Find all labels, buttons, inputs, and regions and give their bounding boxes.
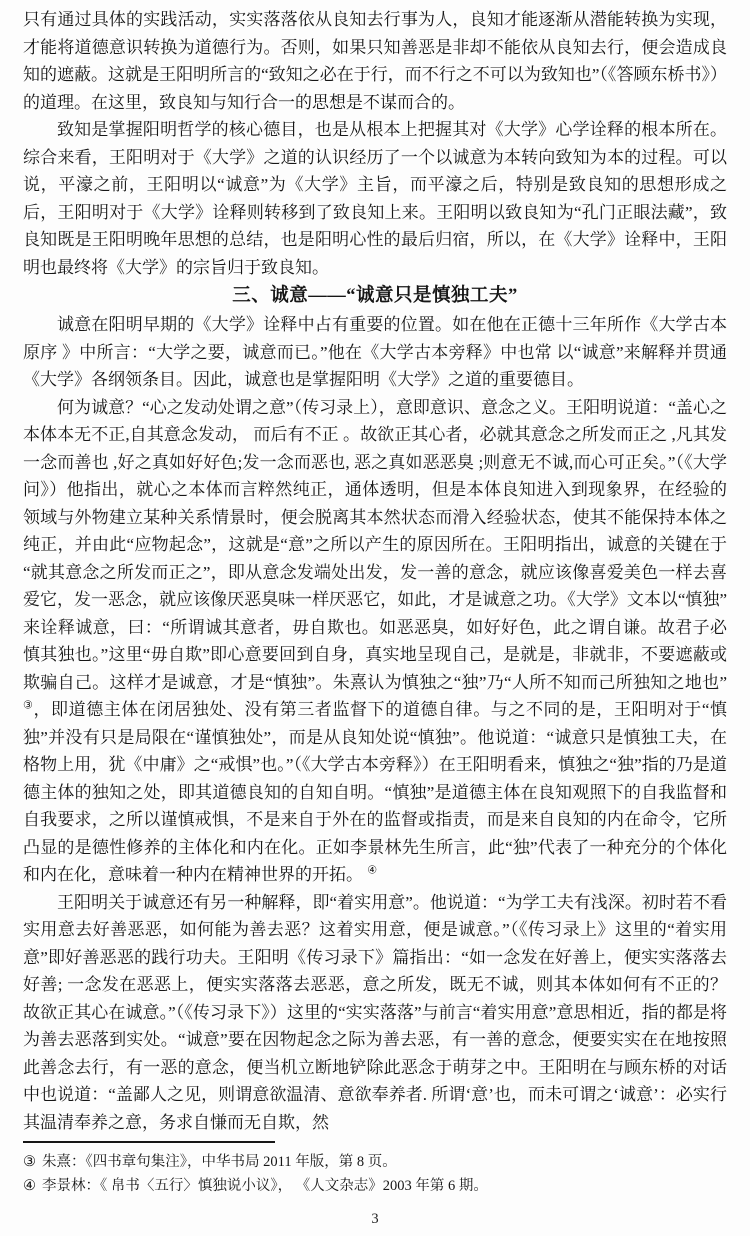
paragraph-chengyi-intro: 诚意在阳明早期的《大学》诠释中占有重要的位置。如在他在正德十三年所作《大学古本原序 》中所言：“大学之要，诚意而已。”他在《大学古本旁释》中也常 以“诚意”来解释并贯通《大学》各纲领条目。因此，诚意也是掌握阳明《大学》之道的重要德目。 bbox=[23, 315, 727, 389]
footnote-text: 朱熹：《四书章句集注》，中华书局 2011 年版，第 8 页。 bbox=[42, 1154, 397, 1170]
footnote-item-3 bbox=[23, 1150, 727, 1174]
paragraph-continuation: 只有通过具体的实践活动，实实落落依从良知去行事为人，良知才能逐渐从潜能转换为实现，才能将道德意识转换为道德行为。否则，如果只知善恶是非却不能依从良知去行，便会造成良知的遮蔽。这就是王阳明所言的“致知之必在于行，而不行之不可以为致知也”（《答顾东桥书》）的道理。在这里，致良知与知行合一的思想是不谋而合的。 bbox=[23, 10, 727, 112]
section-heading: 三、诚意——“诚意只是慎独工夫” bbox=[232, 286, 518, 306]
paragraph-zhizhi-summary: 致知是掌握阳明哲学的核心德目，也是从根本上把握其对《大学》心学诠释的根本所在。综合来看，王阳明对于《大学》之道的认识经历了一个以诚意为本转向致知为本的过程。可以说，平濠之前，王阳明以“诚意”为《大学》主旨，而平濠之后，特别是致良知的思想形成之后，王阳明对于《大学》诠释则转移到了致良知上来。王阳明以致良知为“孔门正眼法藏”，致良知既是王阳明晚年思想的总结，也是阳明心性的最后归宿，所以，在《大学》诠释中，王阳明也最终将《大学》的宗旨归于致良知。 bbox=[23, 120, 727, 277]
paragraph-zhuoshiyongyi: 王阳明关于诚意还有另一种解释，即“着实用意”。他说道：“为学工夫有浅深。初时若不看实用意去好善恶恶，如何能为善去恶？这着实用意，便是诚意。”（《传习录上》这里的“着实用意”即好善恶恶的践行功夫。王阳明《传习录下》篇指出：“如一念发在好善上，便实实落落去好善; 一念发在恶恶上，便实实落落去恶恶，意之所发，既无不诚，则其本体如何有不正的？故欲正其心在诚意。”（《传习录下》）这里的“实实落落”与前言“着实用意”意思相近，指的都是将为善去恶落到实处。“诚意”要在因物起念之际为善去恶，有一善的意念，便要实实在在地按照此善念去行，有一恶的意念，便当机立断地铲除此恶念于萌芽之中。王阳明在与顾东桥的对话中也说道：“盖鄙人之见，则谓意欲温清、意欲奉养者. 所谓‘意’也，而未可谓之‘诚意’：必实行其温清奉养之意，务求自慊而无自欺，然 bbox=[23, 892, 727, 1132]
footnote-item-4 bbox=[23, 1174, 727, 1198]
footnote-section bbox=[23, 1141, 727, 1198]
paragraph-chengyi-shendu bbox=[23, 394, 727, 889]
footnote-ref-3: ③ bbox=[23, 699, 34, 712]
footnote-marker: ③ bbox=[23, 1154, 36, 1170]
article-body bbox=[23, 6, 727, 1136]
footnote-separator bbox=[23, 1141, 275, 1143]
paragraph-text: ，即道德主体在闭居独处、没有第三者监督下的道德自律。与之不同的是，王阳明对于“慎独”并没有只是局限在“谨慎独处”，而是从良知处说“慎独”。他说道：“诚意只是慎独工夫，在格物上用，犹《中庸》之“戒惧”也。”（《大学古本旁释》）在王阳明看来，慎独之“独”指的乃是道德主体的独知之处，即其道德良知的自知自明。“慎独”是道德主体在良知观照下的自我监督和自我要求，之所以谨慎戒惧，不是来自于外在的监督或指责，而是来自良知的内在命令，它所凸显的是德性修养的主体化和内在化。正如李景林先生所言，此“独”代表了一种充分的个体化和内在化，意味着一种内在精神世界的开拓。 bbox=[23, 700, 727, 884]
footnote-text: 李景林：《 帛书〈五行〉慎独说小议》， 《人文杂志》2003 年第 6 期。 bbox=[42, 1178, 488, 1194]
footnote-ref-4: ④ bbox=[367, 864, 378, 877]
page-number: 3 bbox=[371, 1211, 379, 1227]
footnote-marker: ④ bbox=[23, 1178, 36, 1194]
paragraph-text: 何为诚意？“心之发动处谓之意”（传习录上），意即意识、意念之义。王阳明说道：“盖心之本体本无不正,自其意念发动， 而后有不正 。故欲正其心者，必就其意念之所发而正之 ,凡其发一念而善也 ,好之真如好好色;发一念而恶也, 恶之真如恶恶臭 ;则意无不诚,而心可正矣。”（《大学问》）他指出，就心之本体而言粹然纯正，通体透明，但是本体良知进入到现象界，在经验的领域与外物建立某种关系情景时，便会脱离其本然状态而滑入经验状态，使其不能保持本体之纯正，并由此“应物起念”，这就是“意”之所以产生的原因所在。王阳明指出，诚意的关键在于“就其意念之所发而正之”，即从意念发端处出发，发一善的意念，就应该像喜爱美色一样去喜爱它，发一恶念，就应该像厌恶臭味一样厌恶它，如此，才是诚意之功。《大学》文本以“慎独”来诠释诚意，曰：“所谓诚其意者，毋自欺也。如恶恶臭，如好好色，此之谓自谦。故君子必慎其独也。”这里“毋自欺”即心意要回到自身，真实地呈现自己，是就是，非就非，不要遮蔽或欺骗自己。这样才是诚意，才是“慎独”。朱熹认为慎独之“独”乃“人所不知而己所独知之地也” bbox=[23, 397, 727, 692]
